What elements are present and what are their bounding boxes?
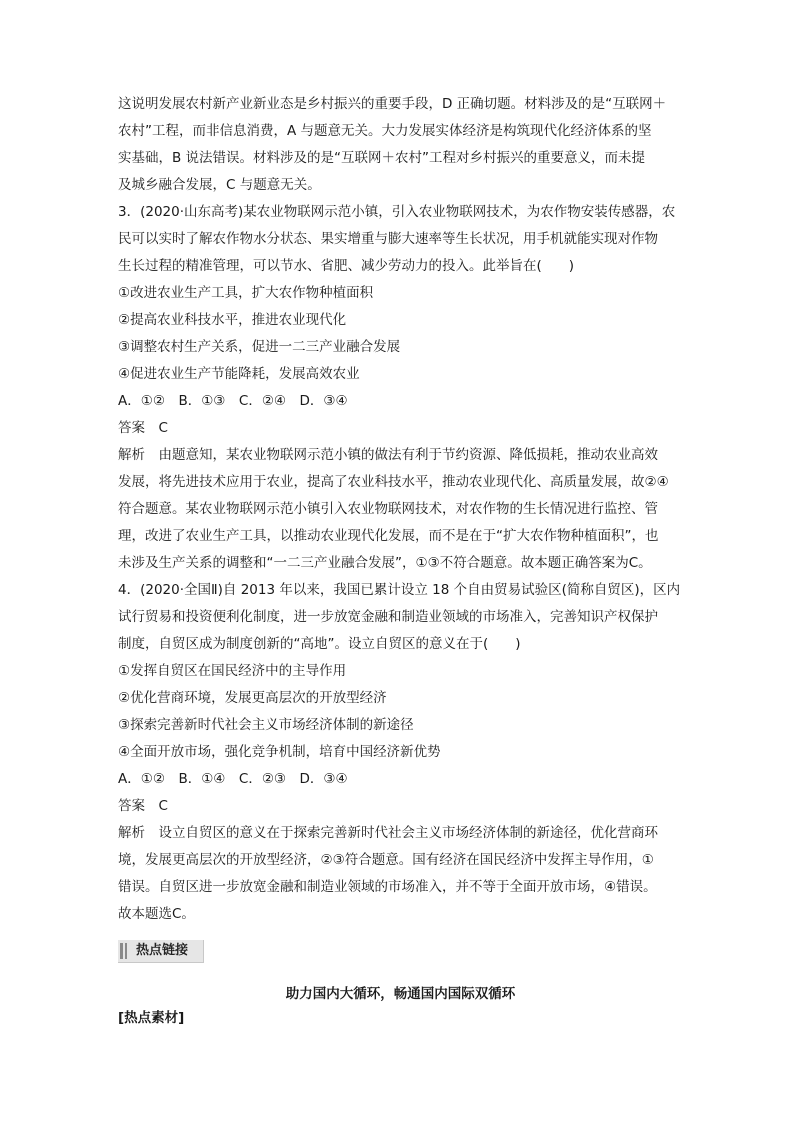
tag-bar-icon: [125, 943, 127, 959]
text-line: 及城乡融合发展，C 与题意无关。: [118, 177, 321, 193]
option-item: ①发挥自贸区在国民经济中的主导作用: [118, 663, 347, 679]
text-line: 境，发展更高层次的开放型经济，②③符合题意。国有经济在国民经济中发挥主导作用，①: [118, 852, 654, 868]
analysis: 解析 设立自贸区的意义在于探索完善新时代社会主义市场经济体制的新途径，优化营商环: [118, 825, 658, 841]
text-line: 实基础，B 说法错误。材料涉及的是“互联网＋农村”工程对乡村振兴的重要意义，而未提: [118, 150, 646, 166]
choices: A．①② B．①③ C．②④ D．③④: [118, 393, 348, 409]
option-item: ②提高农业科技水平，推进农业现代化: [118, 312, 347, 328]
question-3-stem: 3．(2020·山东高考)某农业物联网示范小镇，引入农业物联网技术，为农作物安装传感器，农: [118, 204, 676, 220]
question-4-stem: 4．(2020·全国Ⅱ)自 2013 年以来，我国已累计设立 18 个自由贸易试验区(简称自贸区)，区内: [118, 582, 681, 598]
material-label: [热点素材]: [118, 1010, 185, 1026]
option-item: ③调整农村生产关系，促进一二三产业融合发展: [118, 339, 401, 355]
text-line: 试行贸易和投资便利化制度，进一步放宽金融和制造业领域的市场准入，完善知识产权保护: [118, 609, 658, 625]
topic-title: 助力国内大循环，畅通国内国际双循环: [285, 986, 516, 1002]
section-tag: [118, 940, 204, 963]
answer: 答案 C: [118, 798, 168, 814]
option-item: ④全面开放市场，强化竞争机制，培育中国经济新优势: [118, 744, 441, 760]
option-item: ③探索完善新时代社会主义市场经济体制的新途径: [118, 717, 414, 733]
option-item: ②优化营商环境，发展更高层次的开放型经济: [118, 690, 387, 706]
text-line: 制度，自贸区成为制度创新的“高地”。设立自贸区的意义在于( ): [118, 636, 521, 652]
text-line: 民可以实时了解农作物水分状态、果实增重与膨大速率等生长状况，用手机就能实现对作物: [118, 231, 658, 247]
text-line: 这说明发展农村新产业新业态是乡村振兴的重要手段，D 正确切题。材料涉及的是“互联网＋: [118, 96, 667, 112]
choices: A．①② B．①④ C．②③ D．③④: [118, 771, 348, 787]
tag-bar-icon: [120, 943, 123, 959]
text-line: 符合题意。某农业物联网示范小镇引入农业物联网技术，对农作物的生长情况进行监控、管: [118, 501, 658, 517]
text-line: 发展，将先进技术应用于农业，提高了农业科技水平，推动农业现代化、高质量发展，故②④: [118, 474, 669, 490]
option-item: ④促进农业生产节能降耗，发展高效农业: [118, 366, 360, 382]
text-line: 生长过程的精准管理，可以节水、省肥、减少劳动力的投入。此举旨在( ): [118, 258, 575, 274]
option-item: ①改进农业生产工具，扩大农作物种植面积: [118, 285, 374, 301]
text-line: 理，改进了农业生产工具，以推动农业现代化发展，而不是在于“扩大农作物种植面积”，也: [118, 528, 659, 544]
text-line: 未涉及生产关系的调整和“一二三产业融合发展”，①③不符合题意。故本题正确答案为C。: [118, 555, 652, 571]
answer: 答案 C: [118, 420, 168, 436]
section-tag-label: 热点链接: [136, 943, 189, 958]
text-line: 农村”工程，而非信息消费，A 与题意无关。大力发展实体经济是构筑现代化经济体系的坚: [118, 123, 652, 139]
text-line: 故本题选C。: [118, 906, 195, 922]
analysis: 解析 由题意知，某农业物联网示范小镇的做法有利于节约资源、降低损耗，推动农业高效: [118, 447, 658, 463]
text-line: 错误。自贸区进一步放宽金融和制造业领域的市场准入，并不等于全面开放市场，④错误。: [118, 879, 657, 895]
